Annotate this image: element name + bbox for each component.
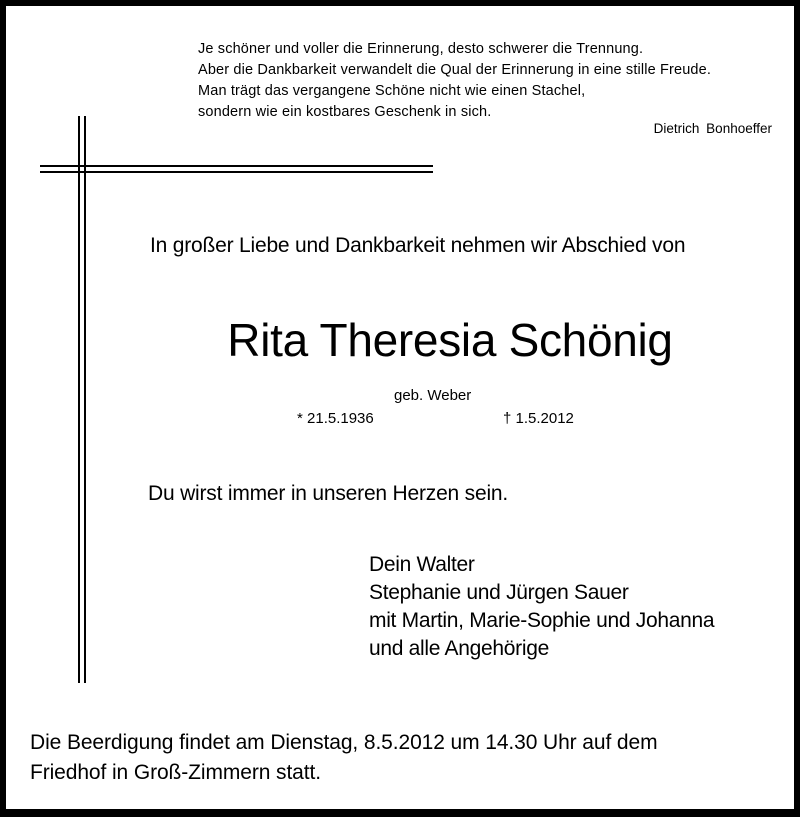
quote-author: Dietrich Bonhoeffer <box>653 121 772 136</box>
maiden-name: geb. Weber <box>394 387 472 404</box>
cross-vertical-line <box>84 116 86 683</box>
funeral-line: Die Beerdigung findet am Dienstag, 8.5.2012 um 14.30 Uhr auf dem <box>30 731 658 754</box>
funeral-info <box>30 728 658 788</box>
signer-line: Dein Walter <box>369 553 475 576</box>
cross-vertical-line <box>78 116 80 683</box>
signer-line: Stephanie und Jürgen Sauer <box>369 581 629 604</box>
funeral-line: Friedhof in Groß-Zimmern statt. <box>30 761 321 784</box>
motto-text: Du wirst immer in unseren Herzen sein. <box>148 482 509 505</box>
birth-date: * 21.5.1936 <box>297 410 374 427</box>
signer-line: mit Martin, Marie-Sophie und Johanna <box>369 609 715 632</box>
deceased-name: Rita Theresia Schönig <box>227 314 673 366</box>
signers-block <box>369 551 714 663</box>
quote-line: Je schöner und voller die Erinnerung, desto schwerer die Trennung. <box>198 41 644 57</box>
cross-horizontal-line <box>40 165 433 167</box>
quote-block <box>198 39 711 123</box>
cross-horizontal-line <box>40 171 433 173</box>
death-date: † 1.5.2012 <box>503 410 574 427</box>
signer-line: und alle Angehörige <box>369 637 549 660</box>
quote-line: sondern wie ein kostbares Geschenk in sich. <box>198 104 492 120</box>
quote-line: Man trägt das vergangene Schöne nicht wie einen Stachel, <box>198 83 586 99</box>
intro-text: In großer Liebe und Dankbarkeit nehmen wir Abschied von <box>150 234 686 257</box>
quote-line: Aber die Dankbarkeit verwandelt die Qual der Erinnerung in eine stille Freude. <box>198 62 712 78</box>
